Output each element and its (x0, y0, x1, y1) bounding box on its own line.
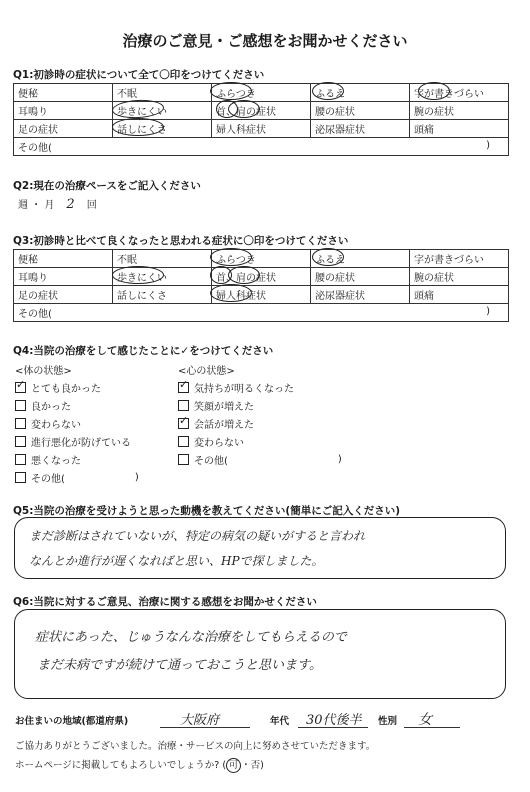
q2-pace-row (18, 196, 97, 212)
q4-item-label: 気持ちが明るくなった (194, 383, 294, 395)
q3-circle-mark (312, 248, 344, 266)
page-title: 治療のご意見・ご感想をお聞かせください (122, 32, 408, 50)
q3-other-label: その他( (18, 309, 52, 320)
age-value[interactable]: 30代後半 (306, 713, 362, 728)
checkbox[interactable] (178, 436, 189, 447)
q3-cell[interactable]: 足の症状 (14, 286, 113, 304)
q3-symptom-table (13, 249, 509, 322)
q6-answer-line: 症状にあった、じゅうなんな治療をしてもらえるので (35, 630, 347, 645)
thanks-text: ご協力ありがとうございました。治療・サービスの向上に努めさせていただきます。 (15, 741, 376, 752)
table-row (14, 120, 509, 138)
q3-cell[interactable]: 歩きにくい (113, 268, 212, 286)
age-label: 年代 (270, 716, 290, 727)
q1-circle-mark (112, 118, 164, 136)
q3-cell[interactable]: 頭痛 (410, 286, 509, 304)
age-underline (298, 727, 368, 728)
q4-heading: Q4:当院の治療をして感じたことに✓をつけてください (13, 345, 274, 357)
publish-question: ホームページに掲載してもよろしいでしょうか? (15, 760, 220, 771)
checkbox[interactable] (15, 436, 26, 447)
q3-circle-mark (112, 266, 164, 284)
q3-other-close: ) (486, 306, 490, 317)
q4-body-item[interactable] (15, 414, 185, 432)
q5-answer-box[interactable] (14, 517, 506, 579)
q2-pace-unit: 回 (86, 200, 97, 211)
q3-cell[interactable]: ふるえ (311, 250, 410, 268)
q3-heading: Q3:初診時と比べて良くなったと思われる症状に〇印をつけてください (13, 235, 349, 247)
q1-cell[interactable]: 歩きにくい (113, 102, 212, 120)
q5-answer-line: まだ診断はされていないが、特定の病気の疑いがすると言われ (29, 529, 366, 543)
q1-circle-mark (210, 82, 252, 100)
q4-close-paren: ) (134, 471, 139, 483)
region-value[interactable]: 大阪府 (180, 713, 220, 728)
q6-answer-box[interactable] (14, 609, 506, 699)
q1-cell[interactable]: 便秘 (14, 84, 113, 102)
table-row (14, 304, 509, 322)
q4-mind-item[interactable] (178, 450, 378, 468)
q3-cell[interactable]: 便秘 (14, 250, 113, 268)
q5-heading: Q5:当院の治療を受けようと思った動機を教えてください(簡単にご記入ください) (13, 505, 401, 517)
q4-mind-item[interactable] (178, 414, 378, 432)
q4-body-title: <体の状態> (15, 365, 72, 377)
q4-body-item[interactable] (15, 450, 185, 468)
gender-label: 性別 (378, 716, 398, 727)
checkbox[interactable] (178, 454, 189, 465)
table-row (14, 138, 509, 156)
q3-cell[interactable]: 首、肩の症状 (212, 268, 311, 286)
q4-body-item[interactable] (15, 396, 185, 414)
q4-mind-item[interactable] (178, 396, 378, 414)
q1-cell[interactable]: 足の症状 (14, 120, 113, 138)
q3-cell[interactable]: 泌尿器症状 (311, 286, 410, 304)
table-row (14, 250, 509, 268)
publish-no[interactable]: 否 (250, 760, 261, 771)
q4-body-item[interactable] (15, 468, 185, 486)
q4-item-label: 笑顔が増えた (194, 401, 254, 413)
checkbox[interactable] (15, 418, 26, 429)
q3-cell[interactable]: 腕の症状 (410, 268, 509, 286)
region-underline (160, 727, 250, 728)
q6-heading: Q6:当院に対するご意見、治療に関する感想をお聞かせください (13, 596, 317, 608)
q1-circle-mark (312, 82, 344, 100)
table-row (14, 102, 509, 120)
q4-body-item[interactable] (15, 378, 185, 396)
q1-cell[interactable]: 話しにくさ (113, 120, 212, 138)
q1-other-close: ) (486, 140, 490, 151)
q4-item-label: 進行悪化が防げている (31, 437, 131, 449)
q4-item-label: その他( (194, 455, 228, 467)
q1-cell[interactable]: 婦人科症状 (212, 120, 311, 138)
q4-item-label: 変わらない (31, 419, 81, 431)
q4-item-label: 会話が増えた (194, 419, 254, 431)
q4-close-paren: ) (337, 453, 342, 465)
q3-cell[interactable]: 耳鳴り (14, 268, 113, 286)
q3-cell[interactable]: 不眠 (113, 250, 212, 268)
q2-pace-value[interactable]: 2 (66, 197, 75, 212)
region-label: お住まいの地域(都道府県) (15, 716, 129, 727)
q6-answer-line: まだ未病ですが続けて通っておこうと思います。 (37, 658, 322, 673)
q1-cell[interactable]: 腰の症状 (311, 102, 410, 120)
q4-item-label: 良かった (31, 401, 71, 413)
q3-cell[interactable]: 字が書きづらい (410, 250, 509, 268)
table-row (14, 286, 509, 304)
q3-circle-mark (228, 266, 260, 284)
checkbox[interactable] (15, 454, 26, 465)
q1-cell[interactable]: 不眠 (113, 84, 212, 102)
q3-cell[interactable]: 婦人科症状 (212, 286, 311, 304)
q1-cell[interactable]: 首、肩の症状 (212, 102, 311, 120)
checkbox[interactable] (178, 418, 189, 429)
checkbox[interactable] (15, 400, 26, 411)
q4-item-label: その他( (31, 473, 65, 485)
q1-other-field[interactable] (14, 138, 509, 156)
q1-heading: Q1:初診時の症状について全て〇印をつけてください (13, 69, 265, 81)
q1-cell[interactable]: ふらつき (212, 84, 311, 102)
checkbox[interactable] (15, 472, 26, 483)
q4-mind-item[interactable] (178, 378, 378, 396)
q1-cell[interactable]: 耳鳴り (14, 102, 113, 120)
q1-circle-mark (418, 82, 450, 100)
q2-pace-prefix: 週 ・ 月 (18, 200, 55, 211)
gender-value[interactable]: 女 (418, 712, 432, 728)
publish-open: ( (222, 760, 227, 771)
q3-cell[interactable]: ふらつき (212, 250, 311, 268)
q4-mind-column (178, 360, 378, 468)
q1-cell[interactable]: 泌尿器症状 (311, 120, 410, 138)
checkbox[interactable] (15, 382, 26, 393)
q4-mind-item[interactable] (178, 432, 378, 450)
q3-circle-mark (210, 284, 252, 302)
checkbox[interactable] (178, 400, 189, 411)
q1-other-label: その他( (18, 143, 52, 154)
q4-item-label: 変わらない (194, 437, 244, 449)
q4-mind-title: <心の状態> (178, 365, 235, 377)
q1-circle-mark (228, 100, 260, 118)
checkbox[interactable] (178, 382, 189, 393)
q5-answer-line: なんとか進行が遅くなればと思い、HPで探しました。 (29, 554, 324, 568)
publish-yes[interactable]: 可 (226, 758, 241, 773)
q3-circle-mark (210, 248, 252, 266)
q4-item-label: とても良かった (31, 383, 101, 395)
q3-cell[interactable]: 話しにくさ (113, 286, 212, 304)
q1-cell[interactable]: 腕の症状 (410, 102, 509, 120)
q4-body-column (15, 360, 185, 486)
q3-cell[interactable]: 腰の症状 (311, 268, 410, 286)
q3-other-field[interactable] (14, 304, 509, 322)
q4-body-item[interactable] (15, 432, 185, 450)
publish-close: ) (260, 760, 264, 771)
q2-heading: Q2:現在の治療ペースをご記入ください (13, 180, 201, 192)
q1-cell[interactable]: 字が書きづらい (410, 84, 509, 102)
table-row (14, 268, 509, 286)
q4-item-label: 悪くなった (31, 455, 81, 467)
gender-underline (404, 727, 460, 728)
q1-cell[interactable]: 頭痛 (410, 120, 509, 138)
q1-cell[interactable]: ふるえ (311, 84, 410, 102)
publish-row (15, 757, 264, 773)
publish-sep: ・ (241, 760, 251, 771)
